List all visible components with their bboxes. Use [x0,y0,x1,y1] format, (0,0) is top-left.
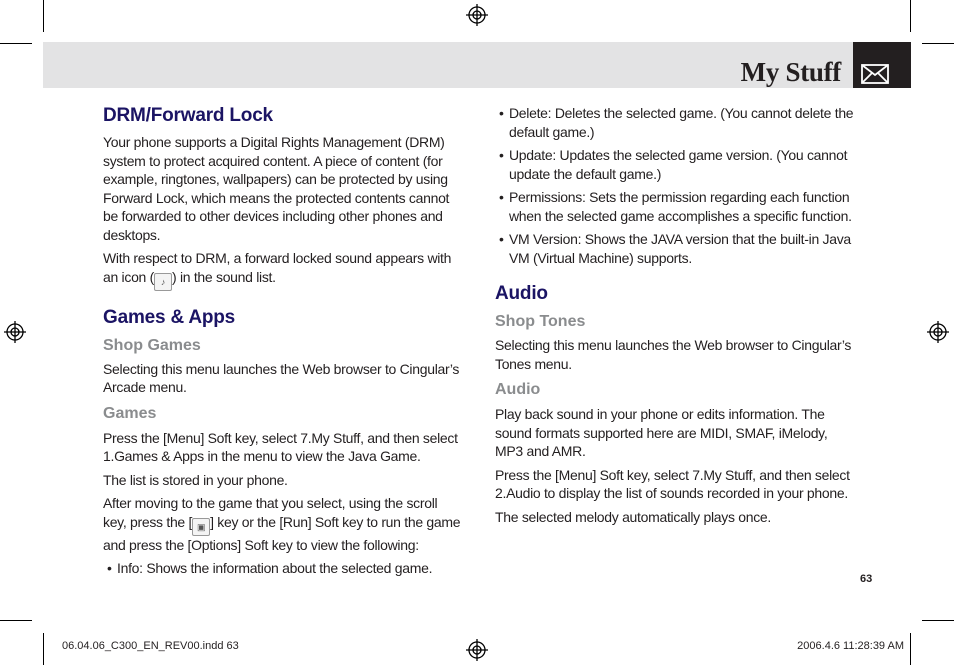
left-column [103,105,463,578]
section-title-audio: Audio [495,283,548,304]
bullet-permissions: • Permissions: Sets the permission regarding each function when the selected game accomplishes a specific function. [495,188,855,225]
audio-paragraph: Play back sound in your phone or edits information. The sound formats supported here are MIDI, SMAF, iMelody, MP3 and AMR. [495,406,828,459]
drm-text-part: ) in the sound list. [172,268,276,285]
right-column [495,104,855,526]
audio-menu-paragraph: Press the [Menu] Soft key, select 7.My Stuff, and then select 2.Audio to display the list of sounds recorded in your phone. [495,466,850,501]
crop-mark [922,43,954,44]
crop-mark [0,43,32,44]
registration-mark-icon [466,639,488,661]
ok-key-icon: ▣ [192,518,210,536]
section-title-games-apps: Games & Apps [103,306,236,328]
bullet-update: • Update: Updates the selected game version. (You cannot update the default game.) [495,146,855,183]
games-text-part: After moving to the game that you select, using the scroll key, press the [ [103,495,438,530]
page-title: My Stuff [740,57,841,87]
registration-mark-icon [466,4,488,26]
bullet-delete: • Delete: Deletes the selected game. (You cannot delete the default game.) [495,104,855,141]
section-title-drm: DRM/Forward Lock [103,105,273,126]
games-text-part: ] key or the [Run] Soft key to run the game and press the [Options] Soft key to view the following: [103,513,461,553]
footer-timestamp: 2006.4.6 11:28:39 AM [797,640,904,652]
games-scroll-paragraph [103,494,463,554]
subsection-title-shop-tones: Shop Tones [495,313,586,330]
page-number: 63 [860,573,873,585]
crop-mark [910,633,911,665]
header-band [43,42,854,88]
header-icon-box [853,42,911,88]
crop-mark [43,0,44,32]
crop-mark [922,620,954,621]
crop-mark [43,633,44,665]
games-stored-paragraph: The list is stored in your phone. [103,471,288,488]
audio-autoplay-paragraph: The selected melody automatically plays once. [495,508,771,525]
drm-icon-paragraph [103,249,463,291]
registration-mark-icon [4,321,26,343]
subsection-title-audio: Audio [495,381,541,398]
games-paragraph: Press the [Menu] Soft key, select 7.My Stuff, and then select 1.Games & Apps in the menu to view the Java Game. [103,429,458,464]
shop-tones-paragraph: Selecting this menu launches the Web browser to Cingular’s Tones menu. [495,337,852,372]
subsection-title-games: Games [103,404,157,422]
shop-games-paragraph: Selecting this menu launches the Web browser to Cingular’s Arcade menu. [103,360,460,395]
registration-mark-icon [927,321,949,343]
footer-file-info: 06.04.06_C300_EN_REV00.indd 63 [62,640,239,652]
drm-paragraph: Your phone supports a Digital Rights Management (DRM) system to protect acquired content. A piece of content (for example, ringtones, wallpapers) can be protected by using Forward Lock, which means the protected contents cannot be forwarded to other devices including other phones and desktops. [103,134,450,243]
drm-text-part: With respect to DRM, a forward locked sound appears with an icon ( [103,250,452,285]
drm-sound-icon: ♪ [154,273,172,291]
crop-mark [910,0,911,32]
subsection-title-shop-games: Shop Games [103,336,201,354]
bullet-vm-version: • VM Version: Shows the JAVA version that the built-in Java VM (Virtual Machine) supports. [495,230,855,267]
envelope-icon [861,64,889,84]
bullet-info: • Info: Shows the information about the selected game. [103,559,463,578]
crop-mark [0,620,32,621]
